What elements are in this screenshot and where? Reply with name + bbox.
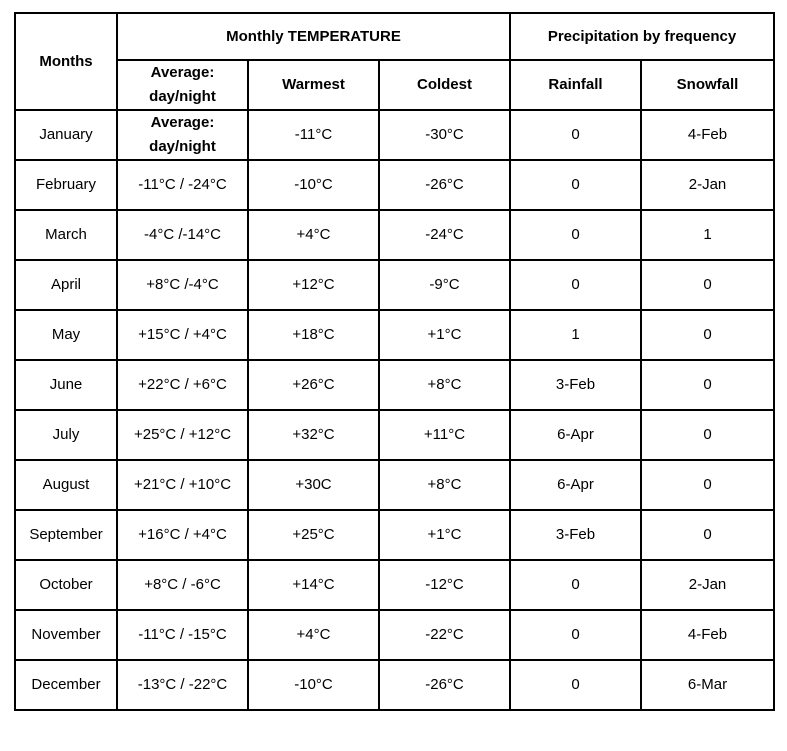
cell-month: July	[15, 410, 117, 460]
cell-snowfall: 0	[641, 410, 774, 460]
cell-coldest: -26°C	[379, 160, 510, 210]
cell-rainfall: 0	[510, 210, 641, 260]
header-row-columns	[15, 60, 774, 110]
cell-snowfall: 4-Feb	[641, 110, 774, 160]
cell-coldest: -26°C	[379, 660, 510, 710]
cell-snowfall: 1	[641, 210, 774, 260]
cell-snowfall: 0	[641, 460, 774, 510]
table-row	[15, 510, 774, 560]
cell-rainfall: 3-Feb	[510, 360, 641, 410]
cell-month: January	[15, 110, 117, 160]
cell-rainfall: 0	[510, 660, 641, 710]
cell-snowfall: 4-Feb	[641, 610, 774, 660]
cell-snowfall: 2-Jan	[641, 560, 774, 610]
cell-average: +16°C / +4°C	[117, 510, 248, 560]
cell-warmest: +18°C	[248, 310, 379, 360]
header-rainfall: Rainfall	[510, 60, 641, 110]
cell-rainfall: 0	[510, 610, 641, 660]
header-average	[117, 60, 248, 110]
cell-warmest: -10°C	[248, 160, 379, 210]
cell-warmest: +4°C	[248, 210, 379, 260]
table-row	[15, 110, 774, 160]
cell-rainfall: 3-Feb	[510, 510, 641, 560]
header-precipitation-group: Precipitation by frequency	[510, 13, 774, 60]
table-row	[15, 210, 774, 260]
table-header	[15, 13, 774, 110]
cell-warmest: +12°C	[248, 260, 379, 310]
cell-snowfall: 0	[641, 260, 774, 310]
cell-average: +25°C / +12°C	[117, 410, 248, 460]
cell-warmest: -11°C	[248, 110, 379, 160]
cell-rainfall: 0	[510, 260, 641, 310]
cell-month: June	[15, 360, 117, 410]
cell-average: -13°C / -22°C	[117, 660, 248, 710]
cell-average: +8°C /-4°C	[117, 260, 248, 310]
cell-month: November	[15, 610, 117, 660]
table-row	[15, 610, 774, 660]
cell-coldest: -22°C	[379, 610, 510, 660]
table-row	[15, 310, 774, 360]
cell-rainfall: 6-Apr	[510, 460, 641, 510]
cell-rainfall: 0	[510, 560, 641, 610]
cell-average: +21°C / +10°C	[117, 460, 248, 510]
cell-coldest: +11°C	[379, 410, 510, 460]
cell-warmest: +25°C	[248, 510, 379, 560]
cell-coldest: +1°C	[379, 310, 510, 360]
table-body	[15, 110, 774, 710]
header-row-groups	[15, 13, 774, 60]
cell-warmest: +30C	[248, 460, 379, 510]
cell-month: September	[15, 510, 117, 560]
cell-coldest: +8°C	[379, 460, 510, 510]
table-row	[15, 160, 774, 210]
cell-rainfall: 1	[510, 310, 641, 360]
cell-month: December	[15, 660, 117, 710]
cell-warmest: +4°C	[248, 610, 379, 660]
cell-coldest: -12°C	[379, 560, 510, 610]
cell-coldest: +1°C	[379, 510, 510, 560]
header-warmest: Warmest	[248, 60, 379, 110]
header-average-line2: day/night	[149, 88, 216, 105]
table-row	[15, 360, 774, 410]
cell-month: May	[15, 310, 117, 360]
cell-coldest: -9°C	[379, 260, 510, 310]
cell-month: February	[15, 160, 117, 210]
cell-month: April	[15, 260, 117, 310]
table-row	[15, 660, 774, 710]
table-row	[15, 260, 774, 310]
cell-average	[117, 110, 248, 160]
cell-month: August	[15, 460, 117, 510]
cell-warmest: +32°C	[248, 410, 379, 460]
table-row	[15, 410, 774, 460]
table-row	[15, 460, 774, 510]
cell-average: +8°C / -6°C	[117, 560, 248, 610]
cell-warmest: -10°C	[248, 660, 379, 710]
cell-average-line2: day/night	[149, 138, 216, 155]
cell-average: -4°C /-14°C	[117, 210, 248, 260]
table-row	[15, 560, 774, 610]
cell-average: +22°C / +6°C	[117, 360, 248, 410]
cell-rainfall: 0	[510, 160, 641, 210]
cell-average: +15°C / +4°C	[117, 310, 248, 360]
cell-average: -11°C / -24°C	[117, 160, 248, 210]
header-temperature-group: Monthly TEMPERATURE	[117, 13, 510, 60]
header-coldest: Coldest	[379, 60, 510, 110]
header-average-line1: Average:	[150, 64, 215, 81]
cell-coldest: -30°C	[379, 110, 510, 160]
cell-snowfall: 0	[641, 360, 774, 410]
header-months: Months	[15, 13, 117, 110]
cell-coldest: +8°C	[379, 360, 510, 410]
cell-average-line1: Average:	[150, 114, 215, 131]
cell-snowfall: 0	[641, 510, 774, 560]
cell-month: March	[15, 210, 117, 260]
cell-rainfall: 6-Apr	[510, 410, 641, 460]
cell-warmest: +14°C	[248, 560, 379, 610]
cell-warmest: +26°C	[248, 360, 379, 410]
cell-snowfall: 0	[641, 310, 774, 360]
cell-snowfall: 6-Mar	[641, 660, 774, 710]
cell-average: -11°C / -15°C	[117, 610, 248, 660]
cell-coldest: -24°C	[379, 210, 510, 260]
cell-month: October	[15, 560, 117, 610]
climate-table	[14, 12, 775, 711]
cell-snowfall: 2-Jan	[641, 160, 774, 210]
cell-rainfall: 0	[510, 110, 641, 160]
header-snowfall: Snowfall	[641, 60, 774, 110]
